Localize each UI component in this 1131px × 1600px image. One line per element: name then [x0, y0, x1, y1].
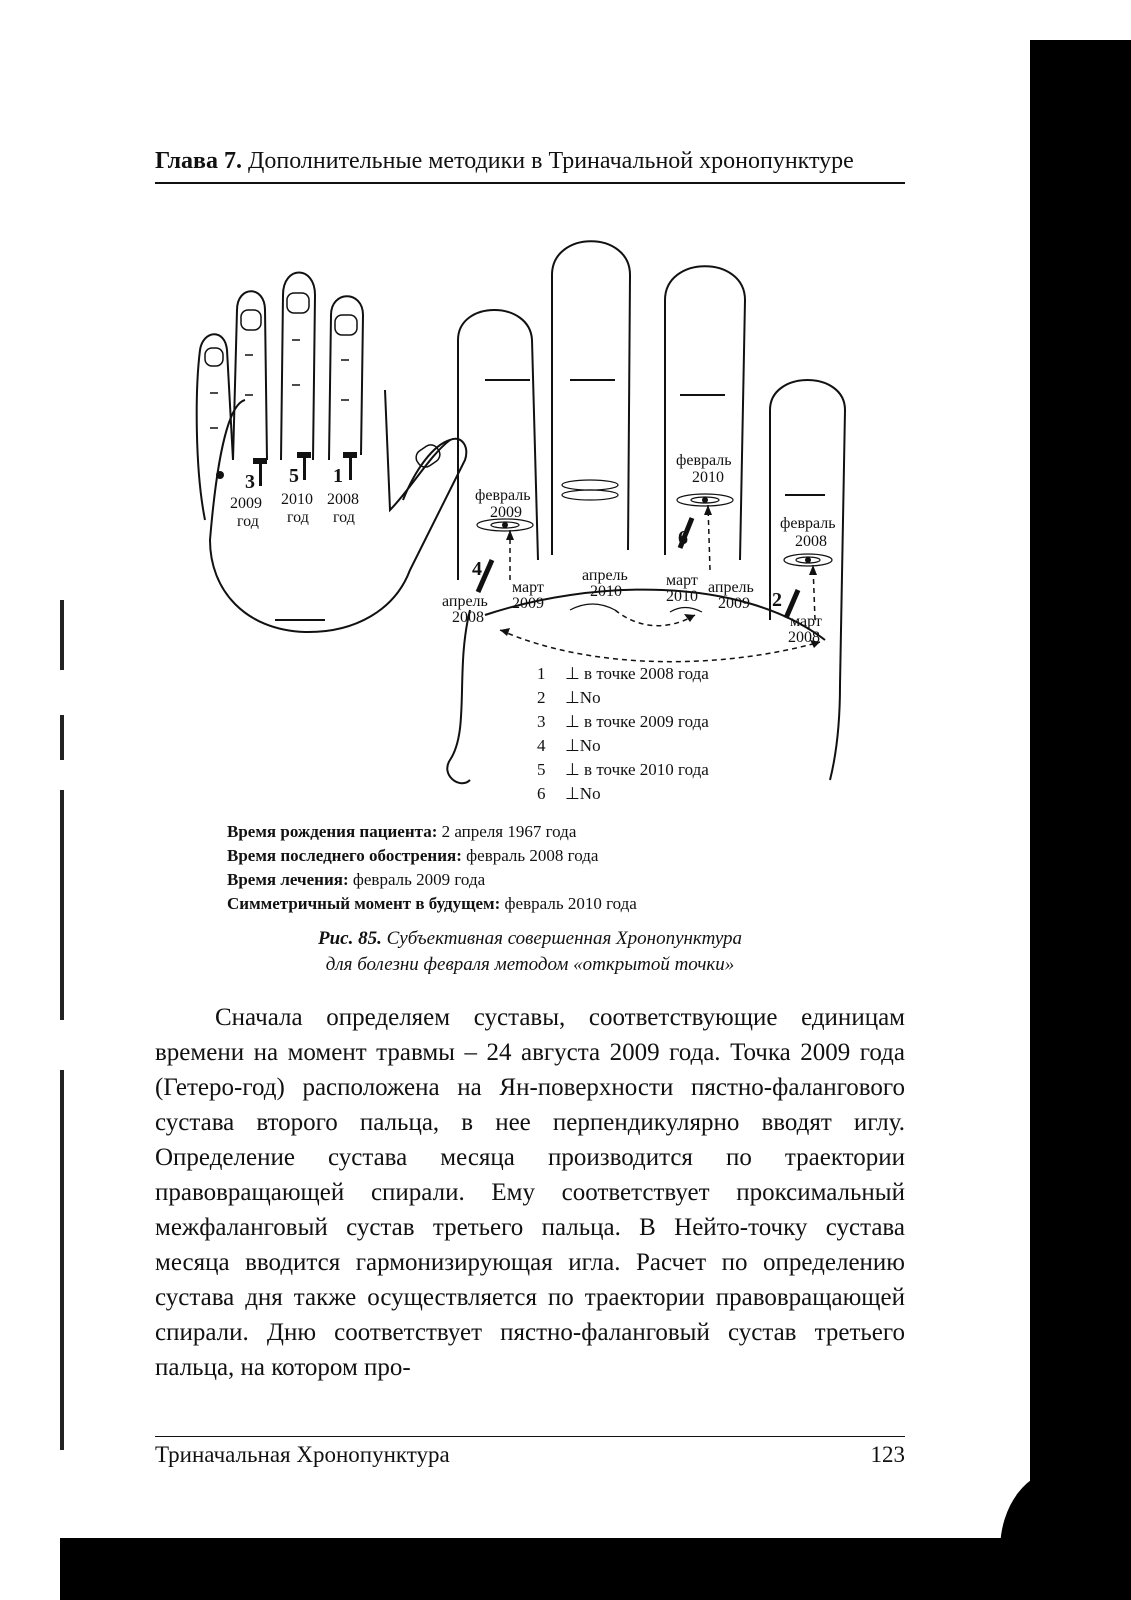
- label-feb-2008: февраль: [780, 515, 836, 532]
- label-apr-2009-year: 2009: [718, 595, 750, 612]
- caption-line: [155, 926, 905, 952]
- legend-row: [537, 662, 709, 686]
- label-mar-2008: март: [790, 613, 822, 630]
- page-number: 123: [870, 1442, 905, 1467]
- label-mar-2009: март: [512, 579, 544, 596]
- label-apr-2009: апрель: [708, 579, 754, 596]
- footer-book-title: Триначальная Хронопунктура: [155, 1442, 450, 1467]
- footer-rule: [155, 1436, 905, 1437]
- header-rule: [155, 182, 905, 184]
- info-label: Симметричный момент в будущем:: [227, 894, 501, 913]
- scan-dark-edge-bottom: [60, 1538, 1131, 1600]
- legend-text: ⊥ в точке 2008 года: [565, 664, 709, 683]
- left-unit-label: год: [237, 513, 259, 530]
- legend-text: ⊥No: [565, 784, 601, 803]
- label-mar-2010-year: 2010: [666, 588, 698, 605]
- label-feb-2008-year: 2008: [795, 533, 827, 550]
- left-year-label-2010: 2010: [281, 491, 313, 508]
- label-mar-2010: март: [666, 572, 698, 589]
- label-apr-2008-year: 2008: [452, 609, 484, 626]
- left-needle-label-5: 5: [289, 465, 299, 487]
- legend-row: [537, 710, 709, 734]
- scan-binding-mark: [60, 715, 64, 760]
- legend-number: 3: [537, 712, 546, 731]
- label-apr-2010: апрель: [582, 567, 628, 584]
- left-needle-label-1: 1: [333, 465, 343, 487]
- legend-text: ⊥ в точке 2009 года: [565, 712, 709, 731]
- info-label: Время рождения пациента:: [227, 822, 438, 841]
- scan-dark-edge-right: [1030, 40, 1131, 1540]
- label-feb-2010: февраль: [676, 452, 732, 469]
- caption-line-2: для болезни февраля методом «открытой точки»: [325, 954, 735, 975]
- info-label: Время лечения:: [227, 870, 349, 889]
- legend-number: 5: [537, 760, 546, 779]
- info-value: февраль 2008 года: [466, 846, 599, 865]
- chapter-number: Глава 7.: [155, 148, 242, 174]
- needle-label-2: 2: [772, 589, 782, 611]
- label-mar-2008-year: 2008: [788, 629, 820, 646]
- body-text: [155, 1000, 905, 1385]
- scan-binding-mark: [60, 600, 64, 670]
- info-row: [227, 868, 637, 892]
- body-paragraph: Сначала определяем суставы, соответствующие единицам времени на момент травмы – 24 августа 2009 года. Точка 2009 года (Гетеро-год) расположена на Ян-поверхности пястно-фалангового сустава второго пальца, в нее перпендикулярно вводят иглу. Определение сустава месяца производится по траектории правовращающей спирали. Ему соответствует проксимальный межфаланговый сустав третьего пальца. В Нейто-точку сустава месяца вводится гармонизирующая игла. Расчет по определению сустава дня также осуществляется по траектории правовращающей спирали. Дню соответствует пястно-фаланговый сустав третьего пальца, на котором про-: [155, 1004, 905, 1381]
- patient-info: [227, 820, 637, 916]
- legend-number: 1: [537, 664, 546, 683]
- legend-text: ⊥No: [565, 736, 601, 755]
- left-needle-label-3: 3: [245, 471, 255, 493]
- info-value: февраль 2010 года: [504, 894, 637, 913]
- figure-caption: [155, 926, 905, 978]
- caption-prefix: Рис. 85.: [317, 928, 382, 949]
- running-footer: [155, 1442, 905, 1468]
- needle-label-4: 4: [472, 558, 482, 580]
- info-value: февраль 2009 года: [352, 870, 486, 889]
- info-label: Время последнего обострения:: [227, 846, 462, 865]
- legend-row: [537, 782, 709, 806]
- label-apr-2008: апрель: [442, 593, 488, 610]
- label-feb-2009-year: 2009: [490, 504, 522, 521]
- left-year-label-2008: 2008: [327, 491, 359, 508]
- needle-label-6: 6: [678, 527, 688, 549]
- chapter-title: Дополнительные методики в Триначальной хронопунктуре: [248, 148, 854, 174]
- left-year-label-2009: 2009: [230, 495, 262, 512]
- left-unit-label: год: [287, 509, 309, 526]
- label-apr-2010-year: 2010: [590, 583, 622, 600]
- label-feb-2009: февраль: [475, 487, 531, 504]
- scan-binding-mark: [60, 1070, 64, 1450]
- label-mar-2009-year: 2009: [512, 595, 544, 612]
- legend-row: [537, 734, 709, 758]
- legend-text: ⊥No: [565, 688, 601, 707]
- legend-row: [537, 758, 709, 782]
- label-feb-2010-year: 2010: [692, 469, 724, 486]
- left-unit-label: год: [333, 509, 355, 526]
- scan-binding-mark: [60, 790, 64, 1020]
- info-row: [227, 844, 637, 868]
- info-value: 2 апреля 1967 года: [441, 822, 577, 841]
- info-row: [227, 820, 637, 844]
- legend-number: 4: [537, 736, 546, 755]
- legend-text: ⊥ в точке 2010 года: [565, 760, 709, 779]
- legend-row: [537, 686, 709, 710]
- legend-number: 2: [537, 688, 546, 707]
- figure-85: [155, 240, 905, 820]
- info-row: [227, 892, 637, 916]
- caption-line-1: Субъективная совершенная Хронопунктура: [386, 928, 742, 949]
- legend-number: 6: [537, 784, 546, 803]
- running-header: [155, 148, 905, 175]
- needle-legend: [537, 662, 709, 806]
